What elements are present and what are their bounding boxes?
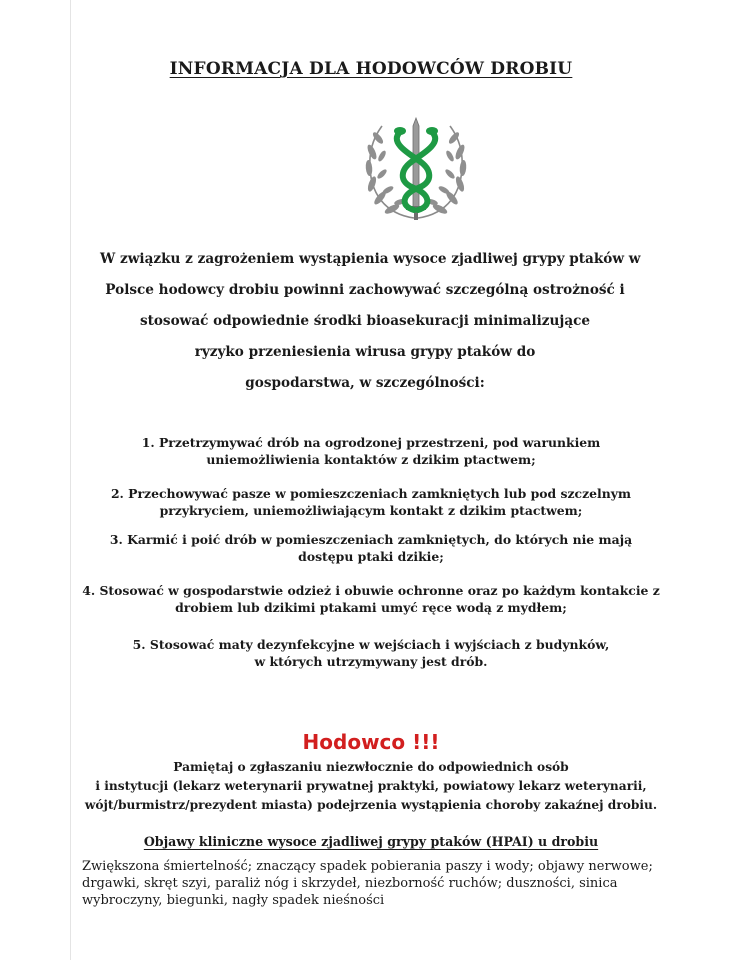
symptoms-line: wybroczyny, biegunki, nagły spadek nieśności — [82, 893, 385, 908]
symptoms-line: drgawki, skręt szyi, paraliż nóg i skrzydeł, niezborność ruchów; duszności, sinica — [82, 876, 618, 891]
recommendation-line: 2. Przechowywać pasze w pomieszczeniach zamkniętych lub pod szczelnym — [110, 486, 632, 501]
intro-line: stosować odpowiednie środki bioasekuracji minimalizujące — [139, 313, 591, 329]
intro-line: gospodarstwa, w szczególności: — [245, 375, 485, 391]
recommendation-item-2 — [0, 485, 742, 519]
recommendation-line: 3. Karmić i poić drób w pomieszczeniach zamkniętych, do których nie mają — [109, 532, 633, 547]
notice-line: i instytucji (lekarz weterynarii prywatnej praktyki, powiatowy lekarz weterynarii, — [95, 779, 647, 793]
recommendation-line: dostępu ptaki dzikie; — [298, 549, 444, 564]
recommendation-item-4 — [0, 582, 742, 616]
recommendation-item-1 — [0, 434, 742, 468]
recommendation-item-5 — [0, 636, 742, 670]
recommendation-line: przykryciem, uniemożliwiającym kontakt z dzikim ptactwem; — [159, 503, 583, 518]
recommendation-item-3 — [0, 531, 742, 565]
recommendation-line: uniemożliwienia kontaktów z dzikim ptactwem; — [206, 452, 536, 467]
recommendation-line: 1. Przetrzymywać drób na ogrodzonej przestrzeni, pod warunkiem — [141, 435, 601, 450]
symptoms-paragraph — [82, 858, 712, 909]
intro-paragraph — [100, 244, 641, 399]
recommendation-line: w których utrzymywany jest drób. — [254, 654, 488, 669]
inspection-emblem-icon — [356, 114, 476, 224]
recommendation-line: drobiem lub dzikimi ptakami umyć ręce wodą z mydłem; — [175, 600, 567, 615]
page-title-text: INFORMACJA DLA HODOWCÓW DROBIU — [169, 59, 573, 79]
notice-paragraph — [0, 758, 742, 815]
alert-heading: Hodowco !!! — [302, 730, 440, 754]
notice-line: Pamiętaj o zgłaszaniu niezwłocznie do odpowiednich osób — [173, 760, 569, 774]
symptoms-line: Zwiększona śmiertelność; znaczący spadek pobierania paszy i wody; objawy nerwowe; — [82, 859, 653, 874]
recommendation-line: 4. Stosować w gospodarstwie odzież i obuwie ochronne oraz po każdym kontakcie z — [82, 583, 660, 598]
recommendation-line: 5. Stosować maty dezynfekcyjne w wejściach i wyjściach z budynków, — [132, 637, 610, 652]
intro-line: Polsce hodowcy drobiu powinni zachowywać szczególną ostrożność i — [105, 282, 625, 298]
symptoms-heading — [0, 834, 742, 849]
scan-edge — [70, 0, 71, 960]
intro-line: W związku z zagrożeniem wystąpienia wysoce zjadliwej grypy ptaków w — [100, 251, 641, 267]
page-title — [0, 59, 742, 79]
notice-line: wójt/burmistrz/prezydent miasta) podejrzenia wystąpienia choroby zakaźnej drobiu. — [84, 798, 658, 812]
symptoms-heading-text: Objawy kliniczne wysoce zjadliwej grypy ptaków (HPAI) u drobiu — [143, 834, 599, 849]
intro-line: ryzyko przeniesienia wirusa grypy ptaków do — [194, 344, 536, 360]
